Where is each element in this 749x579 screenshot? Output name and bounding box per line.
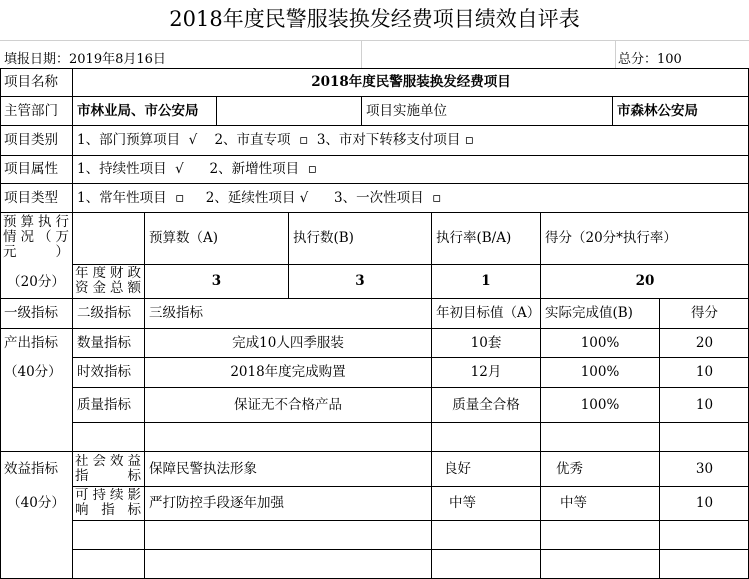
output-label: 产出指标 bbox=[4, 335, 58, 351]
header-level1: 一级指标 bbox=[4, 305, 58, 321]
table-row-target: 质量全合格 bbox=[452, 396, 520, 413]
type-options: 1、常年性项目 ▫ 2、延续性项目 √ 3、一次性项目 ▫ bbox=[77, 189, 442, 206]
table-row-level3: 严打防控手段逐年加强 bbox=[149, 495, 284, 511]
project-name: 2018年度民警服装换发经费项目 bbox=[311, 74, 511, 90]
score-value: 20 bbox=[635, 273, 655, 289]
table-row-level2: 数量指标 bbox=[77, 334, 131, 351]
rate-value: 1 bbox=[481, 273, 491, 289]
fill-date: 填报日期：2019年8月16日 bbox=[4, 52, 166, 67]
table-row-actual: 中等 bbox=[560, 495, 587, 511]
budget-label: 预算执行情况（万元） bbox=[3, 214, 69, 260]
table-row-level2: 可持续影响指标 bbox=[75, 488, 141, 518]
table-row-actual: 100% bbox=[580, 334, 620, 351]
table-row-score: 30 bbox=[695, 460, 714, 477]
page-title: 2018年度民警服装换发经费项目绩效自评表 bbox=[169, 7, 580, 31]
attribute-label: 项目属性 bbox=[4, 161, 58, 177]
table-row-actual: 100% bbox=[580, 396, 620, 413]
table-row-score: 10 bbox=[695, 396, 714, 413]
table-row-actual: 100% bbox=[580, 364, 620, 380]
dept-label: 主管部门 bbox=[4, 102, 58, 119]
benefit-score-note: （40分） bbox=[7, 495, 65, 511]
table-row-level2: 质量指标 bbox=[77, 396, 131, 413]
budget-score-note: （20分） bbox=[7, 273, 65, 290]
rate-header: 执行率(B/A) bbox=[436, 230, 512, 246]
table-row-target: 12月 bbox=[470, 364, 502, 380]
total-score: 总分：100 bbox=[618, 52, 682, 67]
table-row-level2: 社会效益指标 bbox=[75, 454, 141, 484]
table-row-level3: 2018年度完成购置 bbox=[230, 364, 346, 380]
table-row-level3: 完成10人四季服装 bbox=[232, 334, 344, 351]
table-row-level3: 保证无不合格产品 bbox=[234, 396, 342, 413]
header-score: 得分 bbox=[691, 305, 718, 321]
category-options: 1、部门预算项目 √ 2、市直专项 ▫ 3、市对下转移支付项目 ▫ bbox=[77, 132, 474, 148]
type-label: 项目类型 bbox=[4, 189, 58, 206]
table-row-level3: 保障民警执法形象 bbox=[149, 460, 257, 477]
budget-header: 预算数（A) bbox=[149, 230, 219, 246]
table-row-score: 10 bbox=[695, 495, 714, 511]
benefit-label: 效益指标 bbox=[4, 460, 58, 477]
fund-label: 年度财政资金总额 bbox=[75, 266, 141, 296]
attribute-options: 1、持续性项目 √ 2、新增性项目 ▫ bbox=[77, 161, 317, 177]
header-target: 年初目标值（A） bbox=[436, 305, 540, 321]
impl-value: 市森林公安局 bbox=[617, 102, 698, 119]
project-name-label: 项目名称 bbox=[4, 74, 58, 90]
exec-header: 执行数(B) bbox=[293, 230, 354, 246]
table-row-target: 中等 bbox=[449, 495, 476, 511]
table-row-level2: 时效指标 bbox=[77, 364, 131, 380]
header-level3: 三级指标 bbox=[149, 305, 203, 321]
output-score-note: （40分） bbox=[4, 364, 62, 380]
header-actual: 实际完成值(B) bbox=[545, 305, 633, 321]
dept-value: 市林业局、市公安局 bbox=[77, 102, 199, 119]
header-level2: 二级指标 bbox=[77, 305, 131, 321]
table-row-score: 20 bbox=[695, 334, 714, 351]
impl-label: 项目实施单位 bbox=[366, 102, 447, 119]
table-row-target: 良好 bbox=[444, 460, 471, 477]
table-row-score: 10 bbox=[695, 364, 714, 380]
category-label: 项目类别 bbox=[4, 132, 58, 148]
budget-value: 3 bbox=[211, 273, 222, 289]
table-row-target: 10套 bbox=[470, 334, 502, 351]
exec-value: 3 bbox=[355, 273, 365, 289]
table-row-actual: 优秀 bbox=[556, 460, 583, 477]
score-header: 得分（20分*执行率） bbox=[545, 230, 677, 246]
